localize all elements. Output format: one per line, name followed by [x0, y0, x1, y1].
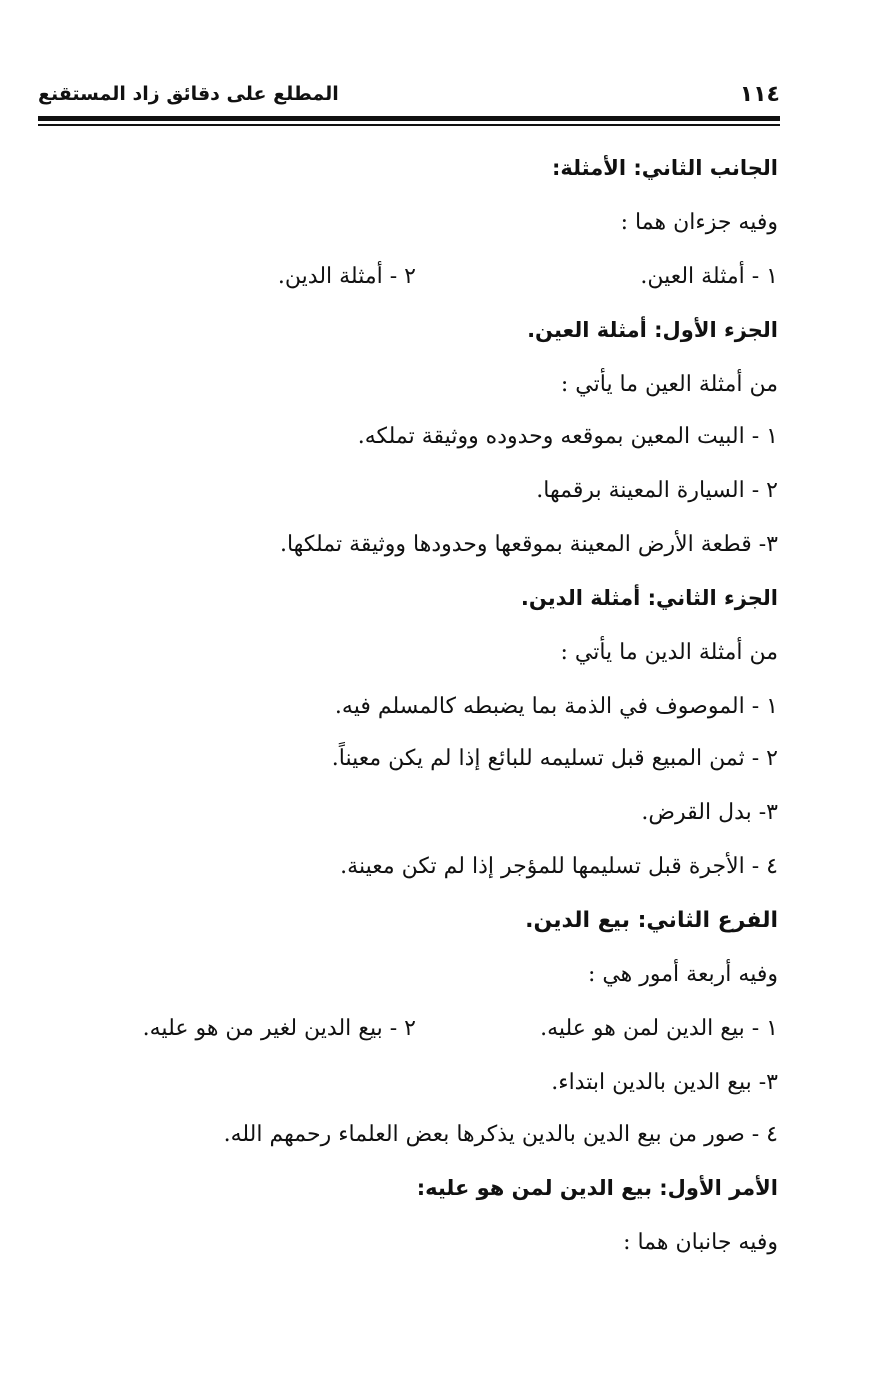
- list-item: ٢ - أمثلة الدين.: [277, 264, 416, 289]
- list-item: ٤ - الأجرة قبل تسليمها للمؤجر إذا لم تكن معينة.: [340, 854, 778, 879]
- subsection-heading: الجزء الأول: أمثلة العين.: [527, 318, 778, 342]
- list-item: ٣- بيع الدين بالدين ابتداء.: [551, 1070, 778, 1095]
- page-number: ١١٤: [739, 81, 780, 107]
- list-item: ٣- بدل القرض.: [641, 800, 778, 825]
- list-item: ٢ - ثمن المبيع قبل تسليمه للبائع إذا لم يكن معيناً.: [331, 746, 778, 771]
- body-line: وفيه أربعة أمور هي :: [587, 962, 778, 987]
- list-item: ١ - البيت المعين بموقعه وحدوده ووثيقة تملكه.: [357, 424, 778, 449]
- header-rule-thick: [38, 116, 780, 121]
- list-item: ٢ - بيع الدين لغير من هو عليه.: [142, 1016, 416, 1041]
- subsection-heading: الجزء الثاني: أمثلة الدين.: [520, 586, 778, 610]
- body-line: وفيه جانبان هما :: [623, 1230, 778, 1255]
- subsection-heading: الأمر الأول: بيع الدين لمن هو عليه:: [416, 1176, 778, 1200]
- list-item: ١ - الموصوف في الذمة بما يضبطه كالمسلم فيه.: [334, 694, 778, 719]
- section-heading: الجانب الثاني: الأمثلة:: [551, 156, 778, 180]
- list-item: ٤ - صور من بيع الدين بالدين يذكرها بعض العلماء رحمهم الله.: [223, 1122, 778, 1147]
- body-line: من أمثلة الدين ما يأتي :: [560, 640, 778, 665]
- list-item: ١ - بيع الدين لمن هو عليه.: [540, 1016, 778, 1041]
- body-line: من أمثلة العين ما يأتي :: [560, 372, 778, 397]
- body-line: وفيه جزءان هما :: [620, 210, 778, 235]
- page-header: [38, 74, 780, 114]
- list-item: ٣- قطعة الأرض المعينة بموقعها وحدودها ووثيقة تملكها.: [279, 532, 778, 557]
- running-title: المطلع على دقائق زاد المستقنع: [38, 83, 339, 105]
- list-item: ٢ - السيارة المعينة برقمها.: [536, 478, 778, 503]
- branch-heading: الفرع الثاني: بيع الدين.: [525, 908, 778, 933]
- list-item: ١ - أمثلة العين.: [640, 264, 778, 289]
- header-rule-thin: [38, 124, 780, 126]
